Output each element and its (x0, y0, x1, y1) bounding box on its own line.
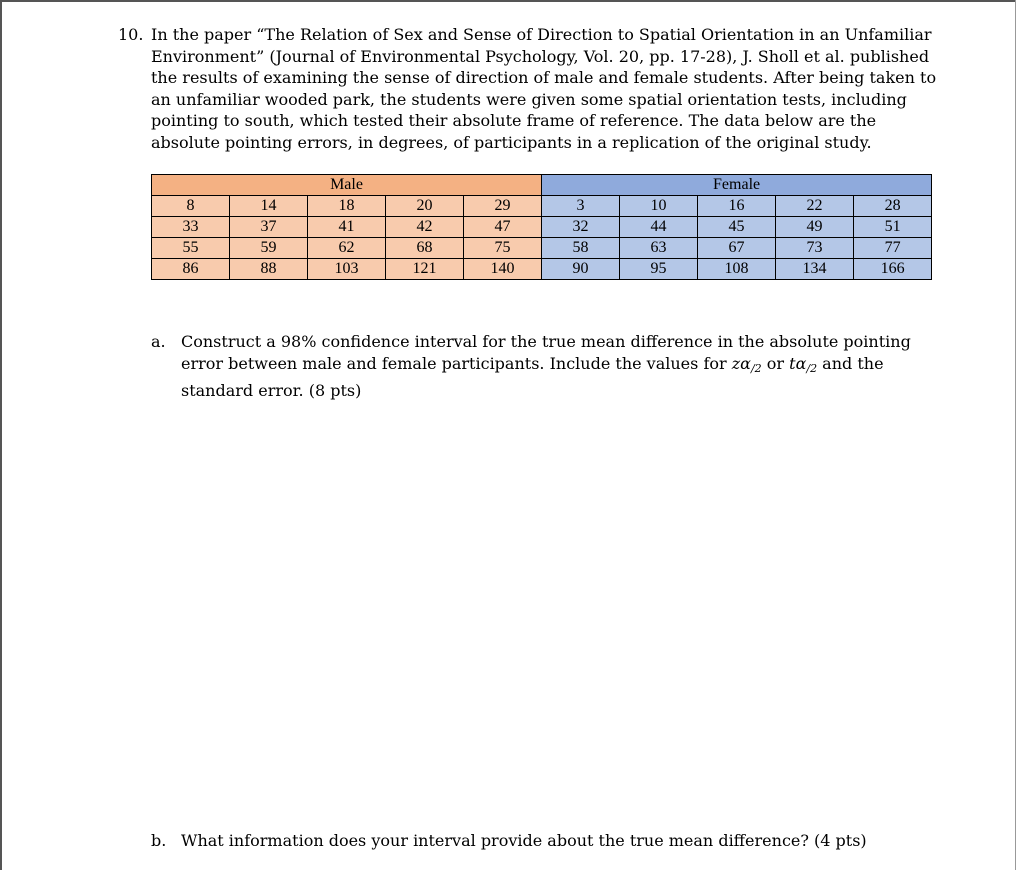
part-a (151, 331, 941, 402)
page-border-left (0, 0, 2, 870)
question-number: 10. (118, 25, 144, 44)
male-cell: 62 (308, 238, 386, 259)
female-cell: 3 (542, 196, 620, 217)
male-cell: 121 (386, 259, 464, 280)
female-cell: 10 (620, 196, 698, 217)
female-header: Female (542, 175, 932, 196)
t-alpha-symbol: tα (789, 354, 807, 373)
male-cell: 41 (308, 217, 386, 238)
female-cell: 73 (776, 238, 854, 259)
question-10 (118, 24, 938, 154)
data-table (151, 174, 932, 280)
male-cell: 103 (308, 259, 386, 280)
female-cell: 22 (776, 196, 854, 217)
female-cell: 44 (620, 217, 698, 238)
table-row (152, 259, 932, 280)
male-cell: 29 (464, 196, 542, 217)
male-cell: 42 (386, 217, 464, 238)
male-cell: 140 (464, 259, 542, 280)
female-cell: 63 (620, 238, 698, 259)
male-cell: 75 (464, 238, 542, 259)
female-cell: 45 (698, 217, 776, 238)
question-text: In the paper “The Relation of Sex and Sense of Direction to Spatial Orientation in an Unfamiliar Environment” (Journal of Environmental Psychology, Vol. 20, pp. 17-28), J. Sholl et al. published the results of examining the sense of direction of male and female students. After being taken to an unfamiliar wooded park, the students were given some spatial orientation tests, including pointing to south, which tested their absolute frame of reference. The data below are the absolute pointing errors, in degrees, of participants in a replication of the original study. (151, 25, 937, 152)
male-cell: 18 (308, 196, 386, 217)
female-cell: 67 (698, 238, 776, 259)
male-cell: 14 (230, 196, 308, 217)
page-border-top (0, 0, 1016, 2)
male-cell: 86 (152, 259, 230, 280)
table-row (152, 217, 932, 238)
female-cell: 77 (854, 238, 932, 259)
male-cell: 37 (230, 217, 308, 238)
part-a-or-text: or (761, 354, 790, 373)
part-a-text-after: and the standard error. (8 pts) (181, 354, 884, 400)
female-cell: 16 (698, 196, 776, 217)
part-a-text-before: Construct a 98% confidence interval for the true mean difference in the absolute pointing error between male and female participants. Include the values for (181, 332, 911, 373)
female-cell: 51 (854, 217, 932, 238)
male-cell: 55 (152, 238, 230, 259)
female-cell: 49 (776, 217, 854, 238)
female-cell: 90 (542, 259, 620, 280)
female-cell: 28 (854, 196, 932, 217)
table-row (152, 238, 932, 259)
part-a-letter: a. (151, 332, 166, 351)
female-cell: 134 (776, 259, 854, 280)
part-b (151, 830, 941, 852)
male-cell: 59 (230, 238, 308, 259)
z-alpha-subscript: /2 (750, 362, 762, 375)
female-cell: 166 (854, 259, 932, 280)
male-header: Male (152, 175, 542, 196)
z-alpha-symbol: zα (731, 354, 751, 373)
male-cell: 8 (152, 196, 230, 217)
female-cell: 32 (542, 217, 620, 238)
part-b-letter: b. (151, 831, 167, 850)
male-cell: 68 (386, 238, 464, 259)
t-alpha-subscript: /2 (806, 362, 818, 375)
part-b-text: What information does your interval provide about the true mean difference? (4 pts) (181, 831, 867, 850)
part-a-text (181, 331, 941, 402)
male-cell: 88 (230, 259, 308, 280)
female-cell: 58 (542, 238, 620, 259)
male-cell: 20 (386, 196, 464, 217)
table-row (152, 196, 932, 217)
male-cell: 33 (152, 217, 230, 238)
table-header-row (152, 175, 932, 196)
female-cell: 95 (620, 259, 698, 280)
female-cell: 108 (698, 259, 776, 280)
male-cell: 47 (464, 217, 542, 238)
